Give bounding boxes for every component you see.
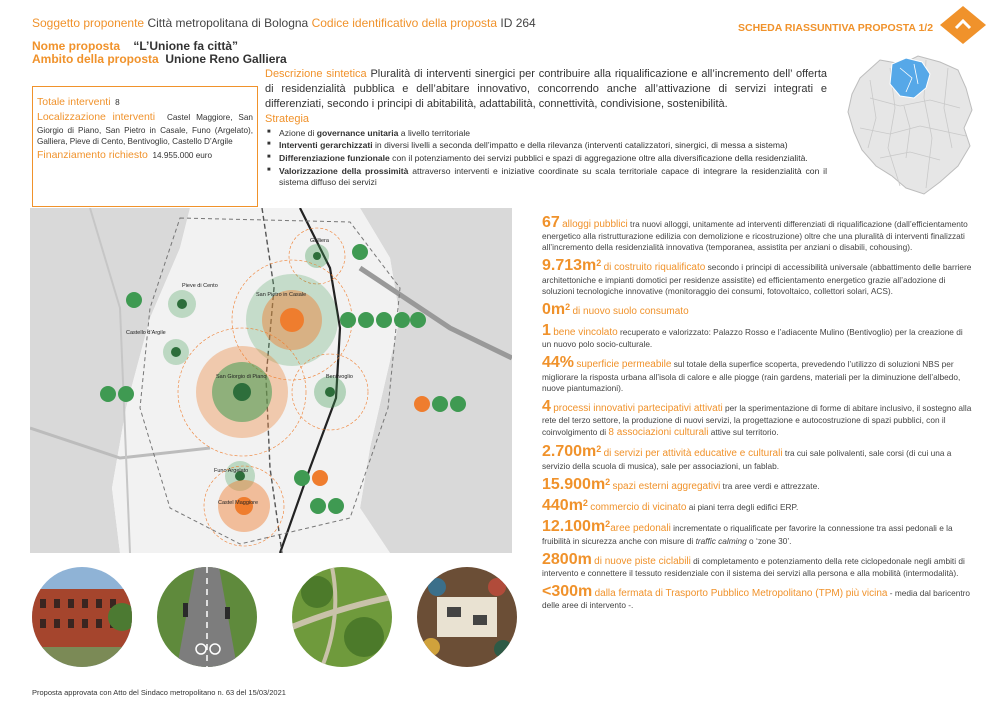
corner-diamond-icon bbox=[940, 6, 986, 44]
service-badge-icon bbox=[432, 396, 448, 412]
name-label: Nome proposta bbox=[32, 39, 121, 53]
strategy-list bbox=[265, 128, 827, 189]
service-badge-icon bbox=[394, 312, 410, 328]
description-block bbox=[265, 67, 827, 190]
building-photo bbox=[32, 567, 132, 667]
proponent-value: Città metropolitana di Bologna bbox=[147, 16, 309, 30]
indicator-item: <300m dalla fermata di Trasporto Pubblico Metropolitano (TPM) più vicina - media dal baricentro delle aree di intervento -. bbox=[542, 582, 971, 611]
service-badge-icon bbox=[376, 312, 392, 328]
service-badge-icon bbox=[450, 396, 466, 412]
indicator-item: $2.700m^2$ di servizi per attività educative e culturali tra cui sale polivalenti, sale corsi (di cui una a servizio della scuola di musica), sale per associazioni, un fablab. bbox=[542, 443, 952, 471]
sheet-title: SCHEDA RIASSUNTIVA PROPOSTA 1/2 bbox=[738, 22, 934, 34]
header-line bbox=[32, 16, 536, 30]
proposal-name bbox=[32, 39, 238, 53]
service-badge-icon bbox=[100, 386, 116, 402]
total-label: Totale interventi bbox=[37, 96, 111, 108]
service-badge-icon bbox=[126, 292, 142, 308]
bike-lane-photo bbox=[157, 567, 257, 667]
indicators-list bbox=[542, 215, 974, 616]
code-value: ID 264 bbox=[500, 16, 536, 30]
indicator-item: 4 processi innovativi partecipativi attivati per la sperimentazione di forme di abitare inclusivo, il sostegno alla rete del terzo settore, la produzione di nuovi servizi, la progettazione e autocostruzione di spazi pubblici, con il coinvolgimento di 8 associazioni culturali attive sul territorio. bbox=[542, 397, 972, 439]
location-value: Castel Maggiore, San Giorgio di Piano, San Pietro in Casale, Funo (Argelato), Galliera, Pieve di Cento, Bentivoglio, Castello D’Argile bbox=[37, 112, 253, 147]
indicator-item: $440m^2$ commercio di vicinato ai piani terra degli edifici ERP. bbox=[542, 496, 799, 514]
description-label: Descrizione sintetica bbox=[265, 68, 367, 80]
svg-text:Galliera: Galliera bbox=[310, 238, 329, 244]
indicator-item: $9.713m^2$ di costruito riqualificato secondo i principi di accessibilità universale (abbattimento delle barriere architettoniche e impianti domotici per residenze assistite) ed efficientamento energetico grazie all’adozione di soluzioni tecnologiche innovative (monitoraggio dei consumi, fotovoltaico, collettori solari, ACS). bbox=[542, 257, 972, 296]
strategy-item: ■ Valorizzazione della prossimità attraverso interventi e iniziative coordinate su scala territoriale capace di integrare la residenzialità con il sistema diffuso dei servizi bbox=[265, 166, 827, 189]
funding-value: 14.955.000 euro bbox=[152, 151, 213, 161]
scope-label: Ambito della proposta bbox=[32, 52, 159, 66]
strategy-label: Strategia bbox=[265, 112, 310, 125]
service-badge-icon bbox=[328, 498, 344, 514]
indicator-item: $12.100m^2aree$ pedonali incrementate o riqualificate per favorire la connessione tra assi pedonali e la fruibilità in sicurezza anche con misure di traffic calming o ‘zone 30’. bbox=[542, 518, 953, 546]
service-badge-icon bbox=[340, 312, 356, 328]
description-text: Pluralità di interventi sinergici per contribuire alla riqualificazione e all’incremento dell’ offerta di residenzialità pubblica e dell’abitare innovativo, concorrendo anche all’attivazione di servizi integrati e differenziati, secondo i principi di abitabilità, adattabilità, connettività, condivisione, sostenibilità. bbox=[265, 68, 828, 110]
proponent-label: Soggetto proponente bbox=[32, 16, 145, 30]
service-badge-icon bbox=[414, 396, 430, 412]
service-badge-icon bbox=[352, 244, 368, 260]
strategy-item: ■ Azione di governance unitaria a livello territoriale bbox=[265, 128, 827, 140]
park-aerial-photo bbox=[292, 567, 392, 667]
indicator-item: 2800m di nuove piste ciclabili di completamento e potenziamento della rete ciclopedonale negli ambiti di intervento e connettere il tessuto residenziale con il sistema dei servizi alla persona e alla mobilità (intermodalità). bbox=[542, 550, 965, 578]
indicator-item: 44% superficie permeabile sul totale della superfice scoperta, prevedendo l’utilizzo di soluzioni NBS per migliorare la risposta urbana all’isola di calore e alle piogge (rain gardens, materiali per la diminuzione dell’albedo, nuove piantumazioni). bbox=[542, 354, 961, 393]
service-badge-icon bbox=[410, 312, 426, 328]
metropolitan-area-map bbox=[840, 48, 980, 198]
svg-text:Bentivoglio: Bentivoglio bbox=[326, 374, 353, 380]
svg-text:Castel Maggiore: Castel Maggiore bbox=[218, 500, 259, 506]
code-label: Codice identificativo della proposta bbox=[311, 16, 498, 30]
indicator-item: $0m^2$ di nuovo suolo consumato bbox=[542, 300, 689, 318]
svg-text:Castello d’Argile: Castello d’Argile bbox=[126, 330, 166, 336]
service-badge-icon bbox=[294, 470, 310, 486]
service-badge-icon bbox=[118, 386, 134, 402]
strategy-item: ■ Differenziazione funzionale con il potenziamento dei servizi pubblici e spazi di aggregazione oltre alla diversificazione della residenzialità. bbox=[265, 153, 827, 165]
service-badge-icon bbox=[312, 470, 328, 486]
indicator-item: 1 bene vincolato recuperato e valorizzato: Palazzo Rosso e l’adiacente Mulino (Bentivoglio) per la creazione di un nuovo polo socio-culturale. bbox=[542, 322, 963, 350]
location-label: Localizzazione interventi bbox=[37, 110, 156, 123]
indicator-item: 67 alloggi pubblici tra nuovi alloggi, unitamente ad interventi differenziati di riqualificazione (dall’efficientamento energetico alla ristrutturazione edilizia con demolizione e ricostruzione) oltre che una pluralità di interventi finalizzati all’incremento della residenzialità innovativa (temporanea, assistita per anziani o disabili, cohousing). bbox=[542, 214, 968, 253]
scope-value: Unione Reno Galliera bbox=[165, 52, 287, 66]
name-value: “L’Unione fa città” bbox=[133, 39, 239, 53]
summary-box bbox=[32, 86, 258, 207]
total-value: 8 bbox=[115, 98, 120, 107]
svg-text:Pieve di Cento: Pieve di Cento bbox=[182, 283, 218, 289]
people-at-table-photo bbox=[417, 567, 517, 667]
service-badge-icon bbox=[310, 498, 326, 514]
indicator-item: $15.900m^2$ spazi esterni aggregativi tra aree verdi e attrezzate. bbox=[542, 475, 820, 493]
svg-text:San Pietro in Casale: San Pietro in Casale bbox=[256, 292, 307, 298]
svg-text:Funo Argelato: Funo Argelato bbox=[214, 468, 249, 474]
service-badge-icon bbox=[358, 312, 374, 328]
strategy-item: ■ Interventi gerarchizzati in diversi livelli a seconda dell’impatto e della rilevanza (interventi catalizzatori, sinergici, di messa a sistema) bbox=[265, 140, 827, 152]
proposal-scope bbox=[32, 52, 287, 66]
funding-label: Finanziamento richiesto bbox=[37, 149, 148, 162]
footer-note: Proposta approvata con Atto del Sindaco metropolitano n. 63 del 15/03/2021 bbox=[32, 688, 286, 697]
territorial-map bbox=[30, 208, 512, 553]
svg-text:San Giorgio di Piano: San Giorgio di Piano bbox=[216, 374, 267, 380]
